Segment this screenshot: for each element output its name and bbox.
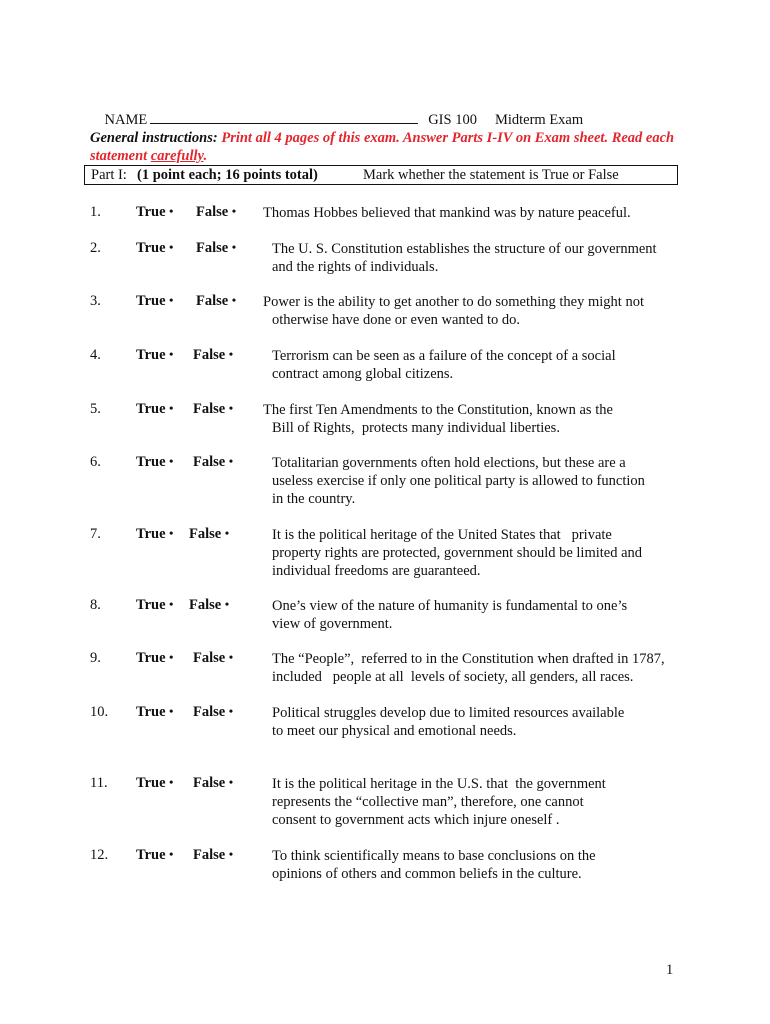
false-label: False <box>189 597 222 613</box>
question-text-line: It is the political heritage of the United States that private <box>272 527 612 543</box>
true-bullet-icon[interactable]: • <box>169 204 174 218</box>
instructions-end: . <box>203 148 208 164</box>
true-bullet-icon[interactable]: • <box>169 293 174 307</box>
question-text <box>263 293 683 329</box>
true-bullet-icon[interactable]: • <box>169 401 174 415</box>
question-text-line: Thomas Hobbes believed that mankind was by nature peaceful. <box>263 205 631 221</box>
false-option[interactable] <box>193 401 233 418</box>
question-text-line: in the country. <box>272 491 356 507</box>
exam-title: Midterm Exam <box>494 112 584 128</box>
question-text-line: and the rights of individuals. <box>272 259 439 275</box>
question-number: 10. <box>90 704 109 720</box>
false-option[interactable] <box>193 847 233 864</box>
question-text-line: property rights are protected, government should be limited and <box>272 545 643 561</box>
question-text <box>272 597 692 633</box>
name-blank-line <box>150 111 418 124</box>
false-bullet-icon[interactable]: • <box>231 240 237 254</box>
question-text-line: view of government. <box>272 616 393 632</box>
false-label: False <box>196 240 229 256</box>
question-text <box>263 204 683 222</box>
question-number: 8. <box>90 597 101 613</box>
question-text-line: The U. S. Constitution establishes the structure of our government <box>272 241 657 257</box>
true-label: True <box>136 347 166 363</box>
false-bullet-icon[interactable]: • <box>228 454 234 468</box>
true-option[interactable] <box>136 240 173 257</box>
question-text-line: The “People”, referred to in the Constitution when drafted in 1787, <box>272 651 665 667</box>
question-text-line: individual freedoms are guaranteed. <box>272 563 481 579</box>
course-code: GIS 100 <box>428 112 477 128</box>
false-bullet-icon[interactable]: • <box>228 347 234 361</box>
true-option[interactable] <box>136 293 173 310</box>
question-number: 11. <box>90 775 108 791</box>
question-number: 12. <box>90 847 109 863</box>
false-bullet-icon[interactable]: • <box>228 847 234 861</box>
true-bullet-icon[interactable]: • <box>169 775 174 789</box>
question-number: 3. <box>90 293 101 309</box>
page-number: 1 <box>666 962 674 978</box>
false-option[interactable] <box>196 204 236 221</box>
question-number: 4. <box>90 347 101 363</box>
true-option[interactable] <box>136 526 173 543</box>
question-number: 5. <box>90 401 101 417</box>
true-bullet-icon[interactable]: • <box>169 454 174 468</box>
false-option[interactable] <box>193 704 233 721</box>
true-label: True <box>136 293 166 309</box>
part-instruction: Mark whether the statement is True or False <box>363 167 619 183</box>
true-bullet-icon[interactable]: • <box>169 650 174 664</box>
true-option[interactable] <box>136 204 173 221</box>
true-bullet-icon[interactable]: • <box>169 347 174 361</box>
false-label: False <box>193 347 226 363</box>
question-number: 2. <box>90 240 101 256</box>
question-text <box>272 454 692 508</box>
instructions-underlined: carefully <box>150 148 204 164</box>
true-option[interactable] <box>136 704 173 721</box>
false-option[interactable] <box>189 526 229 543</box>
part-points: (1 point each; 16 points total) <box>137 167 318 183</box>
question-number: 1. <box>90 204 101 220</box>
false-bullet-icon[interactable]: • <box>231 204 237 218</box>
question-text-line: One’s view of the nature of humanity is fundamental to one’s <box>272 598 628 614</box>
true-label: True <box>136 597 166 613</box>
true-label: True <box>136 240 166 256</box>
false-bullet-icon[interactable]: • <box>228 775 234 789</box>
question-text <box>272 240 692 276</box>
false-bullet-icon[interactable]: • <box>224 526 230 540</box>
question-text-line: To think scientifically means to base conclusions on the <box>272 848 596 864</box>
part-label: Part I: <box>91 167 127 183</box>
false-bullet-icon[interactable]: • <box>228 650 234 664</box>
false-label: False <box>193 704 226 720</box>
true-bullet-icon[interactable]: • <box>169 526 174 540</box>
question-text-line: opinions of others and common beliefs in the culture. <box>272 866 582 882</box>
general-instructions <box>90 129 690 165</box>
question-text-line: The first Ten Amendments to the Constitution, known as the <box>263 402 613 418</box>
true-label: True <box>136 401 166 417</box>
question-text-line: Terrorism can be seen as a failure of the concept of a social <box>272 348 616 364</box>
true-label: True <box>136 847 166 863</box>
question-text-line: It is the political heritage in the U.S. that the government <box>272 776 606 792</box>
question-text-line: consent to government acts which injure oneself . <box>272 812 560 828</box>
false-option[interactable] <box>189 597 229 614</box>
false-option[interactable] <box>193 775 233 792</box>
question-number: 9. <box>90 650 101 666</box>
question-text-line: represents the “collective man”, therefore, one cannot <box>272 794 584 810</box>
false-option[interactable] <box>193 454 233 471</box>
true-label: True <box>136 650 166 666</box>
question-text <box>272 650 692 686</box>
false-option[interactable] <box>193 347 233 364</box>
question-text-line: Political struggles develop due to limited resources available <box>272 705 625 721</box>
true-option[interactable] <box>136 847 173 864</box>
question-number: 6. <box>90 454 101 470</box>
question-text <box>272 704 692 740</box>
question-number: 7. <box>90 526 101 542</box>
true-label: True <box>136 704 166 720</box>
true-option[interactable] <box>136 650 173 667</box>
question-text <box>272 526 692 580</box>
false-label: False <box>193 401 226 417</box>
name-label: NAME <box>104 112 148 128</box>
true-bullet-icon[interactable]: • <box>169 847 174 861</box>
false-label: False <box>193 454 226 470</box>
question-text-line: contract among global citizens. <box>272 366 454 382</box>
question-text-line: included people at all levels of society, all genders, all races. <box>272 669 634 685</box>
false-option[interactable] <box>193 650 233 667</box>
false-label: False <box>196 293 229 309</box>
true-option[interactable] <box>136 775 173 792</box>
true-bullet-icon[interactable]: • <box>169 240 174 254</box>
question-text <box>263 401 683 437</box>
false-option[interactable] <box>196 240 236 257</box>
false-label: False <box>196 204 229 220</box>
true-bullet-icon[interactable]: • <box>169 597 174 611</box>
false-bullet-icon[interactable]: • <box>231 293 237 307</box>
true-bullet-icon[interactable]: • <box>169 704 174 718</box>
true-option[interactable] <box>136 401 173 418</box>
question-text-line: to meet our physical and emotional needs. <box>272 723 517 739</box>
false-option[interactable] <box>196 293 236 310</box>
false-bullet-icon[interactable]: • <box>228 401 234 415</box>
instructions-text: Print all 4 pages of this exam. Answer Parts I-IV on Exam sheet. Read each statement <box>90 130 675 164</box>
true-option[interactable] <box>136 597 173 614</box>
question-text-line: Bill of Rights, protects many individual liberties. <box>272 420 560 436</box>
question-text-line: Totalitarian governments often hold elections, but these are a <box>272 455 626 471</box>
part-one-header <box>84 165 678 185</box>
question-text <box>272 775 692 829</box>
question-text <box>272 347 692 383</box>
false-bullet-icon[interactable]: • <box>224 597 230 611</box>
true-option[interactable] <box>136 347 173 364</box>
false-label: False <box>189 526 222 542</box>
false-label: False <box>193 650 226 666</box>
false-bullet-icon[interactable]: • <box>228 704 234 718</box>
question-text-line: Power is the ability to get another to do something they might not <box>263 294 644 310</box>
true-label: True <box>136 204 166 220</box>
question-text-line: useless exercise if only one political party is allowed to function <box>272 473 645 489</box>
question-text <box>272 847 692 883</box>
true-label: True <box>136 775 166 791</box>
true-label: True <box>136 454 166 470</box>
true-label: True <box>136 526 166 542</box>
false-label: False <box>193 847 226 863</box>
instructions-label: General instructions: <box>90 130 218 146</box>
question-text-line: otherwise have done or even wanted to do. <box>272 312 521 328</box>
true-option[interactable] <box>136 454 173 471</box>
false-label: False <box>193 775 226 791</box>
